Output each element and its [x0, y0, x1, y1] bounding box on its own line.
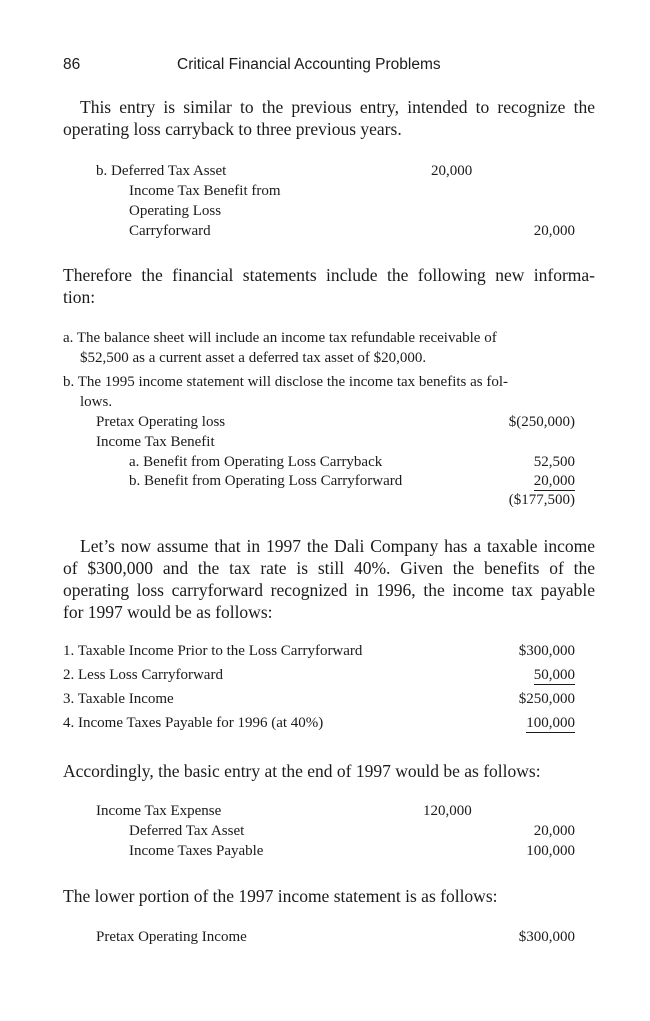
pretax-amount: $(250,000) — [508, 414, 575, 430]
credit-amount: 20,000 — [533, 223, 575, 239]
text-line: Accordingly, the basic entry at the end of 1997 would be as follows: — [63, 761, 541, 781]
credit-account-line: Operating Loss — [129, 203, 222, 219]
carryforward-amount-value: 20,000 — [533, 473, 575, 489]
text-line: for 1997 would be as follows: — [63, 602, 273, 622]
benefit-label: Income Tax Benefit — [96, 434, 215, 450]
text-line: Therefore the financial statements include the following new informa- — [63, 265, 595, 285]
computation-amount: $300,000 — [518, 643, 575, 659]
pretax-label: Pretax Operating loss — [96, 414, 226, 430]
text-line: Let’s now assume that in 1997 the Dali Company has a taxable income — [80, 536, 595, 556]
paragraph-new-information — [63, 264, 595, 308]
text-line: tion: — [63, 287, 96, 307]
credit-account: Income Taxes Payable — [129, 843, 264, 859]
text-line: a. The balance sheet will include an income tax refundable receivable of — [63, 330, 497, 346]
carryforward-label: b. Benefit from Operating Loss Carryforward — [129, 473, 403, 489]
credit-account: Deferred Tax Asset — [129, 823, 245, 839]
credit-amount: 100,000 — [526, 843, 575, 859]
page-number: 86 — [63, 56, 81, 73]
pretax-income-amount: $300,000 — [518, 929, 575, 945]
computation-label: 2. Less Loss Carryforward — [63, 667, 223, 683]
computation-label: 4. Income Taxes Payable for 1996 (at 40%) — [63, 715, 324, 731]
carryback-label: a. Benefit from Operating Loss Carryback — [129, 454, 383, 470]
running-title: Critical Financial Accounting Problems — [177, 56, 441, 73]
debit-account: Income Tax Expense — [96, 803, 222, 819]
carryback-amount: 52,500 — [533, 454, 575, 470]
text-line: $52,500 as a current asset a deferred tax asset of $20,000. — [80, 350, 427, 366]
text-line: This entry is similar to the previous entry, intended to recognize the — [80, 97, 595, 117]
text-line: The lower portion of the 1997 income statement is as follows: — [63, 886, 498, 906]
computation-amount: $250,000 — [518, 691, 575, 707]
credit-account-line: Carryforward — [129, 223, 211, 239]
pretax-income-label: Pretax Operating Income — [96, 929, 247, 945]
credit-amount: 20,000 — [533, 823, 575, 839]
text-line: lows. — [80, 394, 113, 410]
net-amount: ($177,500) — [508, 492, 575, 508]
text-line: operating loss carryback to three previous years. — [63, 119, 402, 139]
text-line: b. The 1995 income statement will disclose the income tax benefits as fol- — [63, 374, 509, 390]
paragraph-1997-assumption — [63, 535, 595, 623]
paragraph-entry-intro — [63, 96, 595, 140]
computation-amount — [534, 667, 575, 684]
computation-label: 1. Taxable Income Prior to the Loss Carryforward — [63, 643, 363, 659]
computation-amount-value: 100,000 — [526, 715, 575, 731]
text-line: operating loss carryforward recognized in 1996, the income tax payable — [63, 580, 595, 600]
carryforward-amount — [534, 473, 575, 490]
credit-account-line: Income Tax Benefit from — [129, 183, 281, 199]
debit-account: b. Deferred Tax Asset — [96, 163, 227, 179]
text-line: of $300,000 and the tax rate is still 40%. Given the benefits of the — [63, 558, 595, 578]
debit-amount: 20,000 — [431, 163, 473, 179]
computation-amount — [526, 715, 575, 732]
paragraph-income-statement-intro — [63, 885, 595, 907]
debit-amount: 120,000 — [423, 803, 472, 819]
computation-amount-value: 50,000 — [533, 667, 575, 683]
paragraph-basic-entry — [63, 760, 595, 782]
computation-label: 3. Taxable Income — [63, 691, 174, 707]
